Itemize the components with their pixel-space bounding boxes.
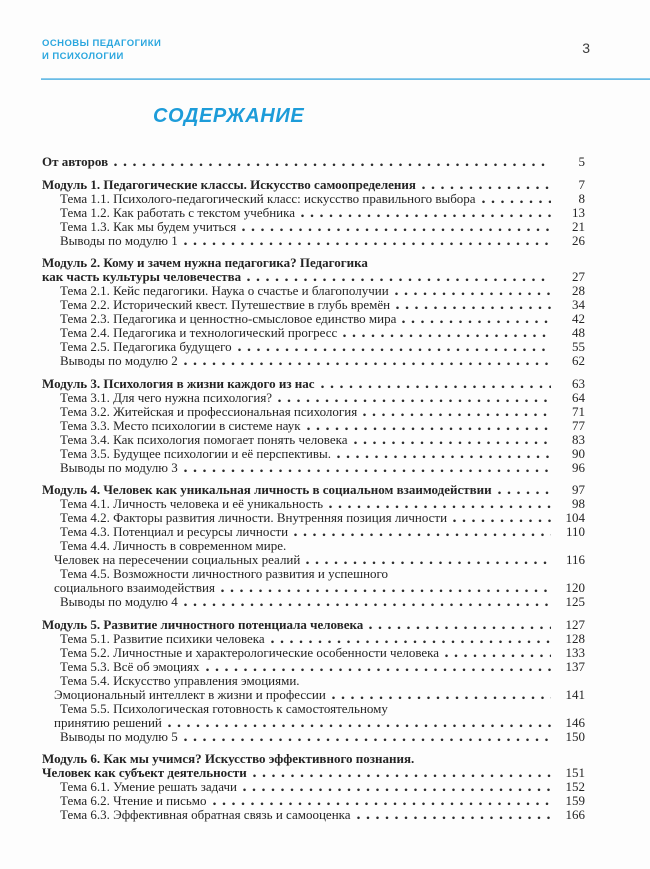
toc-entry-text: Модуль 3. Психология в жизни каждого из нас (42, 375, 315, 391)
toc-entry (42, 377, 585, 391)
toc-entry-text: Тема 5.2. Личностные и характерологические особенности человека (60, 644, 440, 660)
toc-entry-text: Тема 2.2. Исторический квест. Путешествие в глубь времён (60, 297, 391, 312)
toc-entry (42, 405, 585, 419)
dot-leader (482, 200, 551, 204)
toc-entry-page: 97 (572, 482, 585, 497)
toc-group (42, 155, 585, 169)
toc-entry-page: 128 (565, 630, 585, 646)
toc-entry-text: Тема 2.3. Педагогика и ценностно-смысловое единство мира (60, 311, 397, 326)
dot-leader (206, 668, 551, 672)
toc-entry (42, 312, 585, 326)
toc-entry (42, 206, 585, 220)
toc-entry-text: Тема 2.5. Педагогика будущего (60, 339, 232, 354)
dot-leader (184, 362, 551, 366)
dot-leader (213, 802, 551, 806)
toc-entry-page: 27 (572, 269, 585, 284)
toc-entry-text: Выводы по модулю 5 (60, 728, 178, 744)
toc-entry-text: От авторов (42, 154, 109, 169)
dot-leader (357, 816, 551, 820)
dot-leader (247, 278, 551, 282)
toc-entry-page: 127 (565, 616, 585, 632)
toc-entry-text: Тема 1.1. Психолого-педагогический класс: искусство правильного выбора (60, 190, 476, 206)
toc-entry-page: 77 (572, 417, 585, 433)
toc-entry-page: 151 (565, 765, 585, 780)
toc-entry-text: Тема 5.1. Развитие психики человека (60, 630, 265, 646)
toc-entry-text: Тема 4.4. Личность в современном мире. (60, 538, 287, 553)
toc-entry-first-line (42, 567, 585, 581)
dot-leader (184, 603, 551, 607)
toc-entry (42, 688, 585, 702)
dot-leader (321, 385, 551, 389)
toc-entry-text: Тема 4.1. Личность человека и её уникальность (60, 496, 324, 511)
toc-entry (42, 553, 585, 567)
toc-entry-text: Модуль 5. Развитие личностного потенциала человека (42, 616, 364, 632)
toc-entry-text: Тема 5.3. Всё об эмоциях (60, 658, 200, 674)
toc-entry-page: 104 (565, 510, 585, 525)
dot-leader (396, 306, 551, 310)
header-rule (41, 78, 650, 80)
toc-entry (42, 511, 585, 525)
toc-entry-text: принятию решений (54, 714, 162, 730)
toc-entry-text: Тема 1.2. Как работать с текстом учебника (60, 204, 296, 220)
dot-leader (332, 696, 551, 700)
toc-entry-text: Выводы по модулю 1 (60, 232, 178, 248)
toc-entry-text: социального взаимодействия (54, 580, 215, 595)
toc-entry-page: 63 (572, 375, 585, 391)
toc-entry-page: 96 (572, 459, 585, 475)
toc-entry-text: как часть культуры человечества (42, 269, 242, 284)
toc-entry-page: 125 (565, 594, 585, 609)
toc-entry-text: Тема 6.2. Чтение и письмо (60, 793, 207, 808)
toc-entry (42, 716, 585, 730)
toc-entry (42, 766, 585, 780)
toc-entry-page: 116 (565, 552, 585, 567)
toc-entry-text: Тема 3.4. Как психология помогает понять человека (60, 431, 348, 447)
toc-entry-page: 137 (565, 658, 585, 674)
toc-group (42, 618, 585, 744)
toc-entry-page: 141 (565, 686, 585, 702)
toc-entry-page: 42 (572, 311, 585, 326)
toc-entry-page: 7 (578, 176, 585, 192)
toc-entry-text: Тема 3.1. Для чего нужна психология? (60, 389, 273, 405)
dot-leader (221, 589, 551, 593)
toc-entry-text: Тема 6.3. Эффективная обратная связь и самооценка (60, 807, 351, 822)
toc-entry (42, 192, 585, 206)
toc-entry (42, 595, 585, 609)
toc-entry-page: 120 (565, 580, 585, 595)
dot-leader (184, 738, 551, 742)
dot-leader (242, 228, 551, 232)
dot-leader (253, 774, 551, 778)
running-title (42, 37, 161, 63)
dot-leader (369, 626, 551, 630)
toc-entry (42, 178, 585, 192)
dot-leader (395, 292, 551, 296)
toc-entry-text: Выводы по модулю 4 (60, 594, 178, 609)
dot-leader (168, 724, 551, 728)
toc-entry (42, 340, 585, 354)
toc-entry (42, 646, 585, 660)
toc-entry-page: 133 (565, 644, 585, 660)
dot-leader (402, 320, 551, 324)
toc-entry-text: Выводы по модулю 2 (60, 353, 178, 368)
dot-leader (363, 413, 551, 417)
toc-entry-text: Тема 3.2. Житейская и профессиональная психология (60, 403, 358, 419)
toc-title: СОДЕРЖАНИЕ (153, 105, 305, 127)
toc-entry-text: Тема 1.3. Как мы будем учиться (60, 218, 237, 234)
toc-entry (42, 581, 585, 595)
toc-entry (42, 618, 585, 632)
toc-entry-page: 48 (572, 325, 585, 340)
dot-leader (243, 788, 551, 792)
toc-entry (42, 780, 585, 794)
toc-entry-page: 71 (572, 403, 585, 419)
toc-group (42, 483, 585, 609)
toc-group (42, 256, 585, 368)
toc-entry (42, 808, 585, 822)
toc-entry-page: 146 (565, 714, 585, 730)
toc-entry-page: 26 (572, 232, 585, 248)
dot-leader (307, 427, 551, 431)
dot-leader (301, 214, 551, 218)
running-title-line1: ОСНОВЫ ПЕДАГОГИКИ (42, 38, 162, 49)
toc-entry (42, 730, 585, 744)
toc-entry-first-line (42, 256, 585, 270)
toc-entry-text: Модуль 1. Педагогические классы. Искусство самоопределения (42, 176, 416, 192)
toc-entry-first-line (42, 539, 585, 553)
dot-leader (271, 640, 551, 644)
toc-entry-first-line (42, 702, 585, 716)
toc-entry-page: 62 (572, 353, 585, 368)
dot-leader (343, 334, 551, 338)
dot-leader (329, 505, 551, 509)
toc-entry-text: Человек как субъект деятельности (42, 765, 247, 780)
dot-leader (184, 469, 551, 473)
toc-entry (42, 497, 585, 511)
toc-entry (42, 794, 585, 808)
toc-entry-text: Тема 4.2. Факторы развития личности. Внутренняя позиция личности (60, 510, 448, 525)
dot-leader (498, 491, 551, 495)
toc-entry-page: 13 (572, 204, 585, 220)
toc-entry-page: 150 (565, 728, 585, 744)
toc-entry-page: 5 (578, 154, 585, 169)
toc (42, 155, 585, 822)
toc-entry-page: 34 (572, 297, 585, 312)
toc-entry-text: Модуль 2. Кому и зачем нужна педагогика? Педагогика (42, 255, 368, 270)
toc-entry (42, 234, 585, 248)
toc-entry-text: Тема 2.4. Педагогика и технологический прогресс (60, 325, 338, 340)
toc-entry (42, 419, 585, 433)
toc-entry (42, 461, 585, 475)
toc-entry (42, 660, 585, 674)
dot-leader (422, 186, 551, 190)
page-number: 3 (582, 40, 590, 56)
toc-entry-text: Эмоциональный интеллект в жизни и профессии (54, 686, 326, 702)
toc-entry-text: Модуль 6. Как мы учимся? Искусство эффективного познания. (42, 751, 415, 766)
toc-entry (42, 483, 585, 497)
toc-entry-page: 83 (572, 431, 585, 447)
toc-entry (42, 284, 585, 298)
toc-entry (42, 298, 585, 312)
toc-entry (42, 391, 585, 405)
toc-group (42, 752, 585, 822)
toc-entry-text: Выводы по модулю 3 (60, 459, 178, 475)
toc-entry-page: 90 (572, 445, 585, 461)
toc-entry-page: 98 (572, 496, 585, 511)
toc-entry (42, 447, 585, 461)
toc-group (42, 178, 585, 248)
dot-leader (278, 399, 551, 403)
toc-entry-page: 166 (565, 807, 585, 822)
dot-leader (306, 561, 551, 565)
toc-entry-page: 152 (565, 779, 585, 794)
dot-leader (238, 348, 551, 352)
toc-entry-text: Модуль 4. Человек как уникальная личность в социальном взаимодействии (42, 482, 492, 497)
dot-leader (114, 163, 551, 167)
toc-entry-text: Человек на пересечении социальных реалий (54, 552, 301, 567)
toc-entry (42, 632, 585, 646)
toc-entry-text: Тема 3.3. Место психологии в системе наук (60, 417, 301, 433)
toc-entry-page: 64 (572, 389, 585, 405)
toc-entry-text: Тема 5.5. Психологическая готовность к самостоятельному (60, 700, 388, 716)
dot-leader (453, 519, 551, 523)
toc-entry-page: 28 (572, 283, 585, 298)
toc-entry-text: Тема 6.1. Умение решать задачи (60, 779, 237, 794)
toc-entry (42, 326, 585, 340)
toc-entry (42, 354, 585, 368)
toc-entry-text: Тема 5.4. Искусство управления эмоциями. (60, 672, 300, 688)
dot-leader (354, 441, 552, 445)
running-title-line2: И ПСИХОЛОГИИ (42, 51, 124, 62)
dot-leader (294, 533, 551, 537)
toc-entry-text: Тема 3.5. Будущее психологии и её перспективы. (60, 445, 331, 461)
toc-entry-text: Тема 4.3. Потенциал и ресурсы личности (60, 524, 289, 539)
dot-leader (445, 654, 551, 658)
toc-entry-page: 159 (565, 793, 585, 808)
toc-entry-text: Тема 4.5. Возможности личностного развития и успешного (60, 566, 389, 581)
toc-entry-page: 8 (578, 190, 585, 206)
toc-entry-first-line (42, 674, 585, 688)
toc-entry-page: 55 (572, 339, 585, 354)
toc-entry (42, 155, 585, 169)
toc-entry (42, 270, 585, 284)
dot-leader (184, 242, 551, 246)
toc-entry (42, 220, 585, 234)
toc-entry (42, 525, 585, 539)
toc-entry-text: Тема 2.1. Кейс педагогики. Наука о счастье и благополучии (60, 283, 389, 298)
toc-entry-page: 110 (565, 524, 585, 539)
toc-group (42, 377, 585, 475)
dot-leader (337, 455, 551, 459)
toc-entry-page: 21 (572, 218, 585, 234)
toc-entry-first-line (42, 752, 585, 766)
toc-entry (42, 433, 585, 447)
